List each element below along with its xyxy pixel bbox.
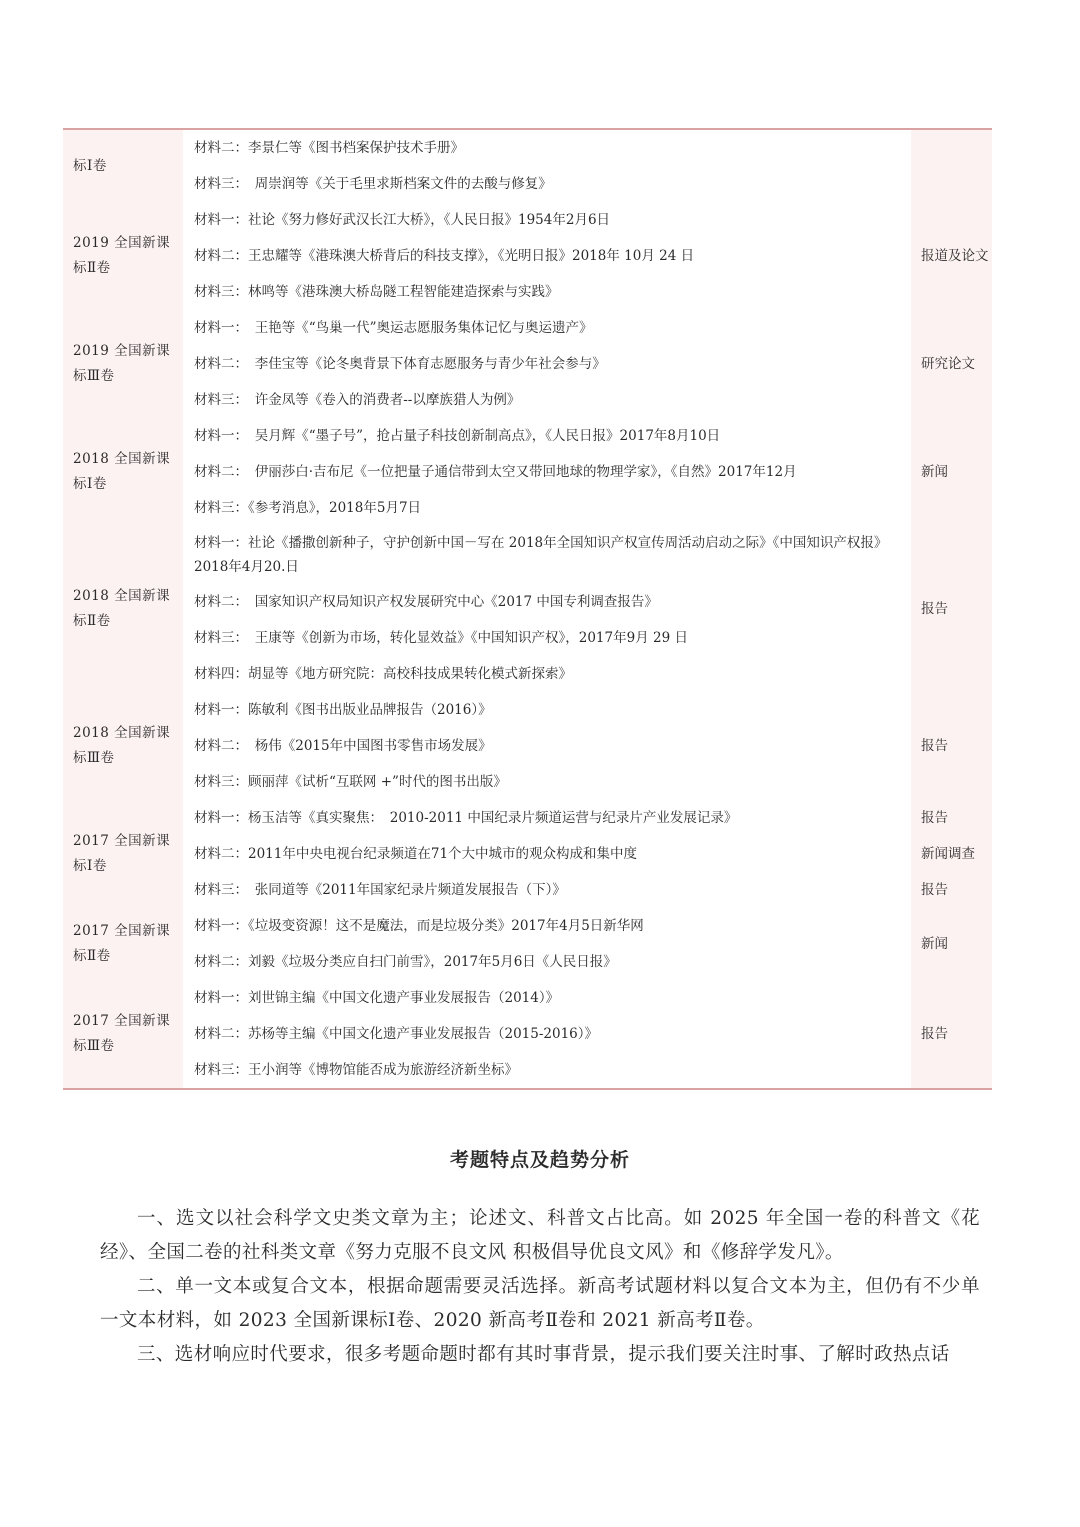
material-item: 材料一：《垃圾变资源！这不是魔法，而是垃圾分类》2017年4月5日新华网 <box>194 918 644 934</box>
type-item: 新闻调查 <box>921 846 975 862</box>
type-item: 报告 <box>921 882 948 898</box>
table-row <box>63 800 992 908</box>
material-item: 材料三： 周崇润等《关于毛里求斯档案文件的去酸与修复》 <box>194 176 552 192</box>
materials-table <box>63 128 992 1090</box>
material-item: 材料三：《参考消息》，2018年5月7日 <box>194 500 422 516</box>
analysis-paragraph-3: 三、选材响应时代要求，很多考题命题时都有其时事背景，提示我们要关注时事、了解时政热点话 <box>137 1344 950 1365</box>
material-item: 材料一：陈敏利《图书出版业品牌报告（2016）》 <box>194 702 492 718</box>
materials-cell <box>183 800 911 908</box>
type-cell: 新闻 <box>911 908 992 980</box>
table-row <box>63 202 992 310</box>
analysis-section <box>100 1145 980 1372</box>
material-item: 材料一：社论《努力修好武汉长江大桥》，《人民日报》1954年2月6日 <box>194 212 611 228</box>
materials-cell <box>183 202 911 310</box>
type-cell: 新闻 <box>911 418 992 526</box>
material-item: 材料二：李景仁等《图书档案保护技术手册》 <box>194 140 464 156</box>
exam-cell: 2018 全国新课标Ⅱ卷 <box>63 526 183 692</box>
exam-cell: 2018 全国新课标Ⅰ卷 <box>63 418 183 526</box>
materials-cell <box>183 418 911 526</box>
material-item: 材料二：刘毅《垃圾分类应自扫门前雪》，2017年5月6日《人民日报》 <box>194 954 617 970</box>
type-cell: 报告 <box>911 980 992 1088</box>
material-item: 材料二： 国家知识产权局知识产权发展研究中心《2017 中国专利调查报告》 <box>194 594 658 610</box>
analysis-paragraph-2: 二、单一文本或复合文本，根据命题需要灵活选择。新高考试题材料以复合文本为主，但仍有不少单一文本材料，如 2023 全国新课标Ⅰ卷、2020 新高考Ⅱ卷和 2021 新高考Ⅱ卷。 <box>100 1276 980 1331</box>
material-item: 材料三：王小润等《博物馆能否成为旅游经济新坐标》 <box>194 1062 518 1078</box>
material-item: 材料三： 许金凤等《卷入的消费者--以摩族猎人为例》 <box>194 392 521 408</box>
materials-cell <box>183 526 911 692</box>
table-row <box>63 526 992 692</box>
section-title: 考题特点及趋势分析 <box>449 1149 630 1171</box>
exam-cell: 2019 全国新课标Ⅱ卷 <box>63 202 183 310</box>
materials-cell <box>183 908 911 980</box>
exam-cell: 2018 全国新课标Ⅲ卷 <box>63 692 183 800</box>
materials-cell <box>183 130 911 202</box>
materials-cell <box>183 980 911 1088</box>
type-cell: 报告 <box>911 526 992 692</box>
analysis-paragraph-1: 一、选文以社会科学文史类文章为主；论述文、科普文占比高。如 2025 年全国一卷的科普文《花经》、全国二卷的社科类文章《努力克服不良文风 积极倡导优良文风》和《修辞学发凡》。 <box>100 1208 980 1263</box>
type-cell: 研究论文 <box>911 310 992 418</box>
type-cell: 报告 <box>911 692 992 800</box>
material-item: 材料二：苏杨等主编《中国文化遗产事业发展报告（2015-2016）》 <box>194 1026 599 1042</box>
table-row <box>63 980 992 1088</box>
exam-cell: 2019 全国新课标Ⅲ卷 <box>63 310 183 418</box>
material-item: 材料二： 伊丽莎白·吉布尼《一位把量子通信带到太空又带回地球的物理学家》，《自然》2017年12月 <box>194 464 797 480</box>
materials-cell <box>183 310 911 418</box>
exam-cell: 2017 全国新课标Ⅰ卷 <box>63 800 183 908</box>
table-row <box>63 130 992 202</box>
material-item: 材料三：林鸣等《港珠澳大桥岛隧工程智能建造探索与实践》 <box>194 284 559 300</box>
table-row <box>63 418 992 526</box>
exam-cell: 标Ⅰ卷 <box>63 130 183 202</box>
table-row <box>63 908 992 980</box>
exam-cell: 2017 全国新课标Ⅲ卷 <box>63 980 183 1088</box>
material-item: 材料一： 王艳等《“鸟巢一代”奥运志愿服务集体记忆与奥运遗产》 <box>194 320 593 336</box>
material-item: 材料三：顾丽萍《试析“互联网 +”时代的图书出版》 <box>194 774 507 790</box>
type-item: 报告 <box>921 810 948 826</box>
material-item: 材料四：胡显等《地方研究院：高校科技成果转化模式新探索》 <box>194 666 572 682</box>
materials-cell <box>183 692 911 800</box>
material-item: 材料二： 李佳宝等《论冬奥背景下体育志愿服务与青少年社会参与》 <box>194 356 606 372</box>
table-row <box>63 310 992 418</box>
table-row <box>63 692 992 800</box>
material-item: 材料一：社论《播撒创新种子，守护创新中国－写在 2018年全国知识产权宣传周活动启动之际》《中国知识产权报》2018年4月20.日 <box>194 535 888 575</box>
material-item: 材料三： 张同道等《2011年国家纪录片频道发展报告（下）》 <box>194 882 566 898</box>
material-item: 材料二：2011年中央电视台纪录频道在71个大中城市的观众构成和集中度 <box>194 846 638 862</box>
material-item: 材料一： 吴月辉《“墨子号”，抢占量子科技创新制高点》，《人民日报》2017年8月10日 <box>194 428 721 444</box>
exam-cell: 2017 全国新课标Ⅱ卷 <box>63 908 183 980</box>
material-item: 材料一：刘世锦主编《中国文化遗产事业发展报告（2014）》 <box>194 990 560 1006</box>
type-cell <box>911 130 992 202</box>
material-item: 材料二：王忠耀等《港珠澳大桥背后的科技支撑》，《光明日报》2018年 10月 24 日 <box>194 248 695 264</box>
type-cell: 报道及论文 <box>911 202 992 310</box>
material-item: 材料一：杨玉洁等《真实聚焦： 2010-2011 中国纪录片频道运营与纪录片产业发展记录》 <box>194 810 738 826</box>
material-item: 材料三： 王康等《创新为市场，转化显效益》《中国知识产权》，2017年9月 29 日 <box>194 630 688 646</box>
type-cell <box>911 800 992 908</box>
material-item: 材料二： 杨伟《2015年中国图书零售市场发展》 <box>194 738 492 754</box>
